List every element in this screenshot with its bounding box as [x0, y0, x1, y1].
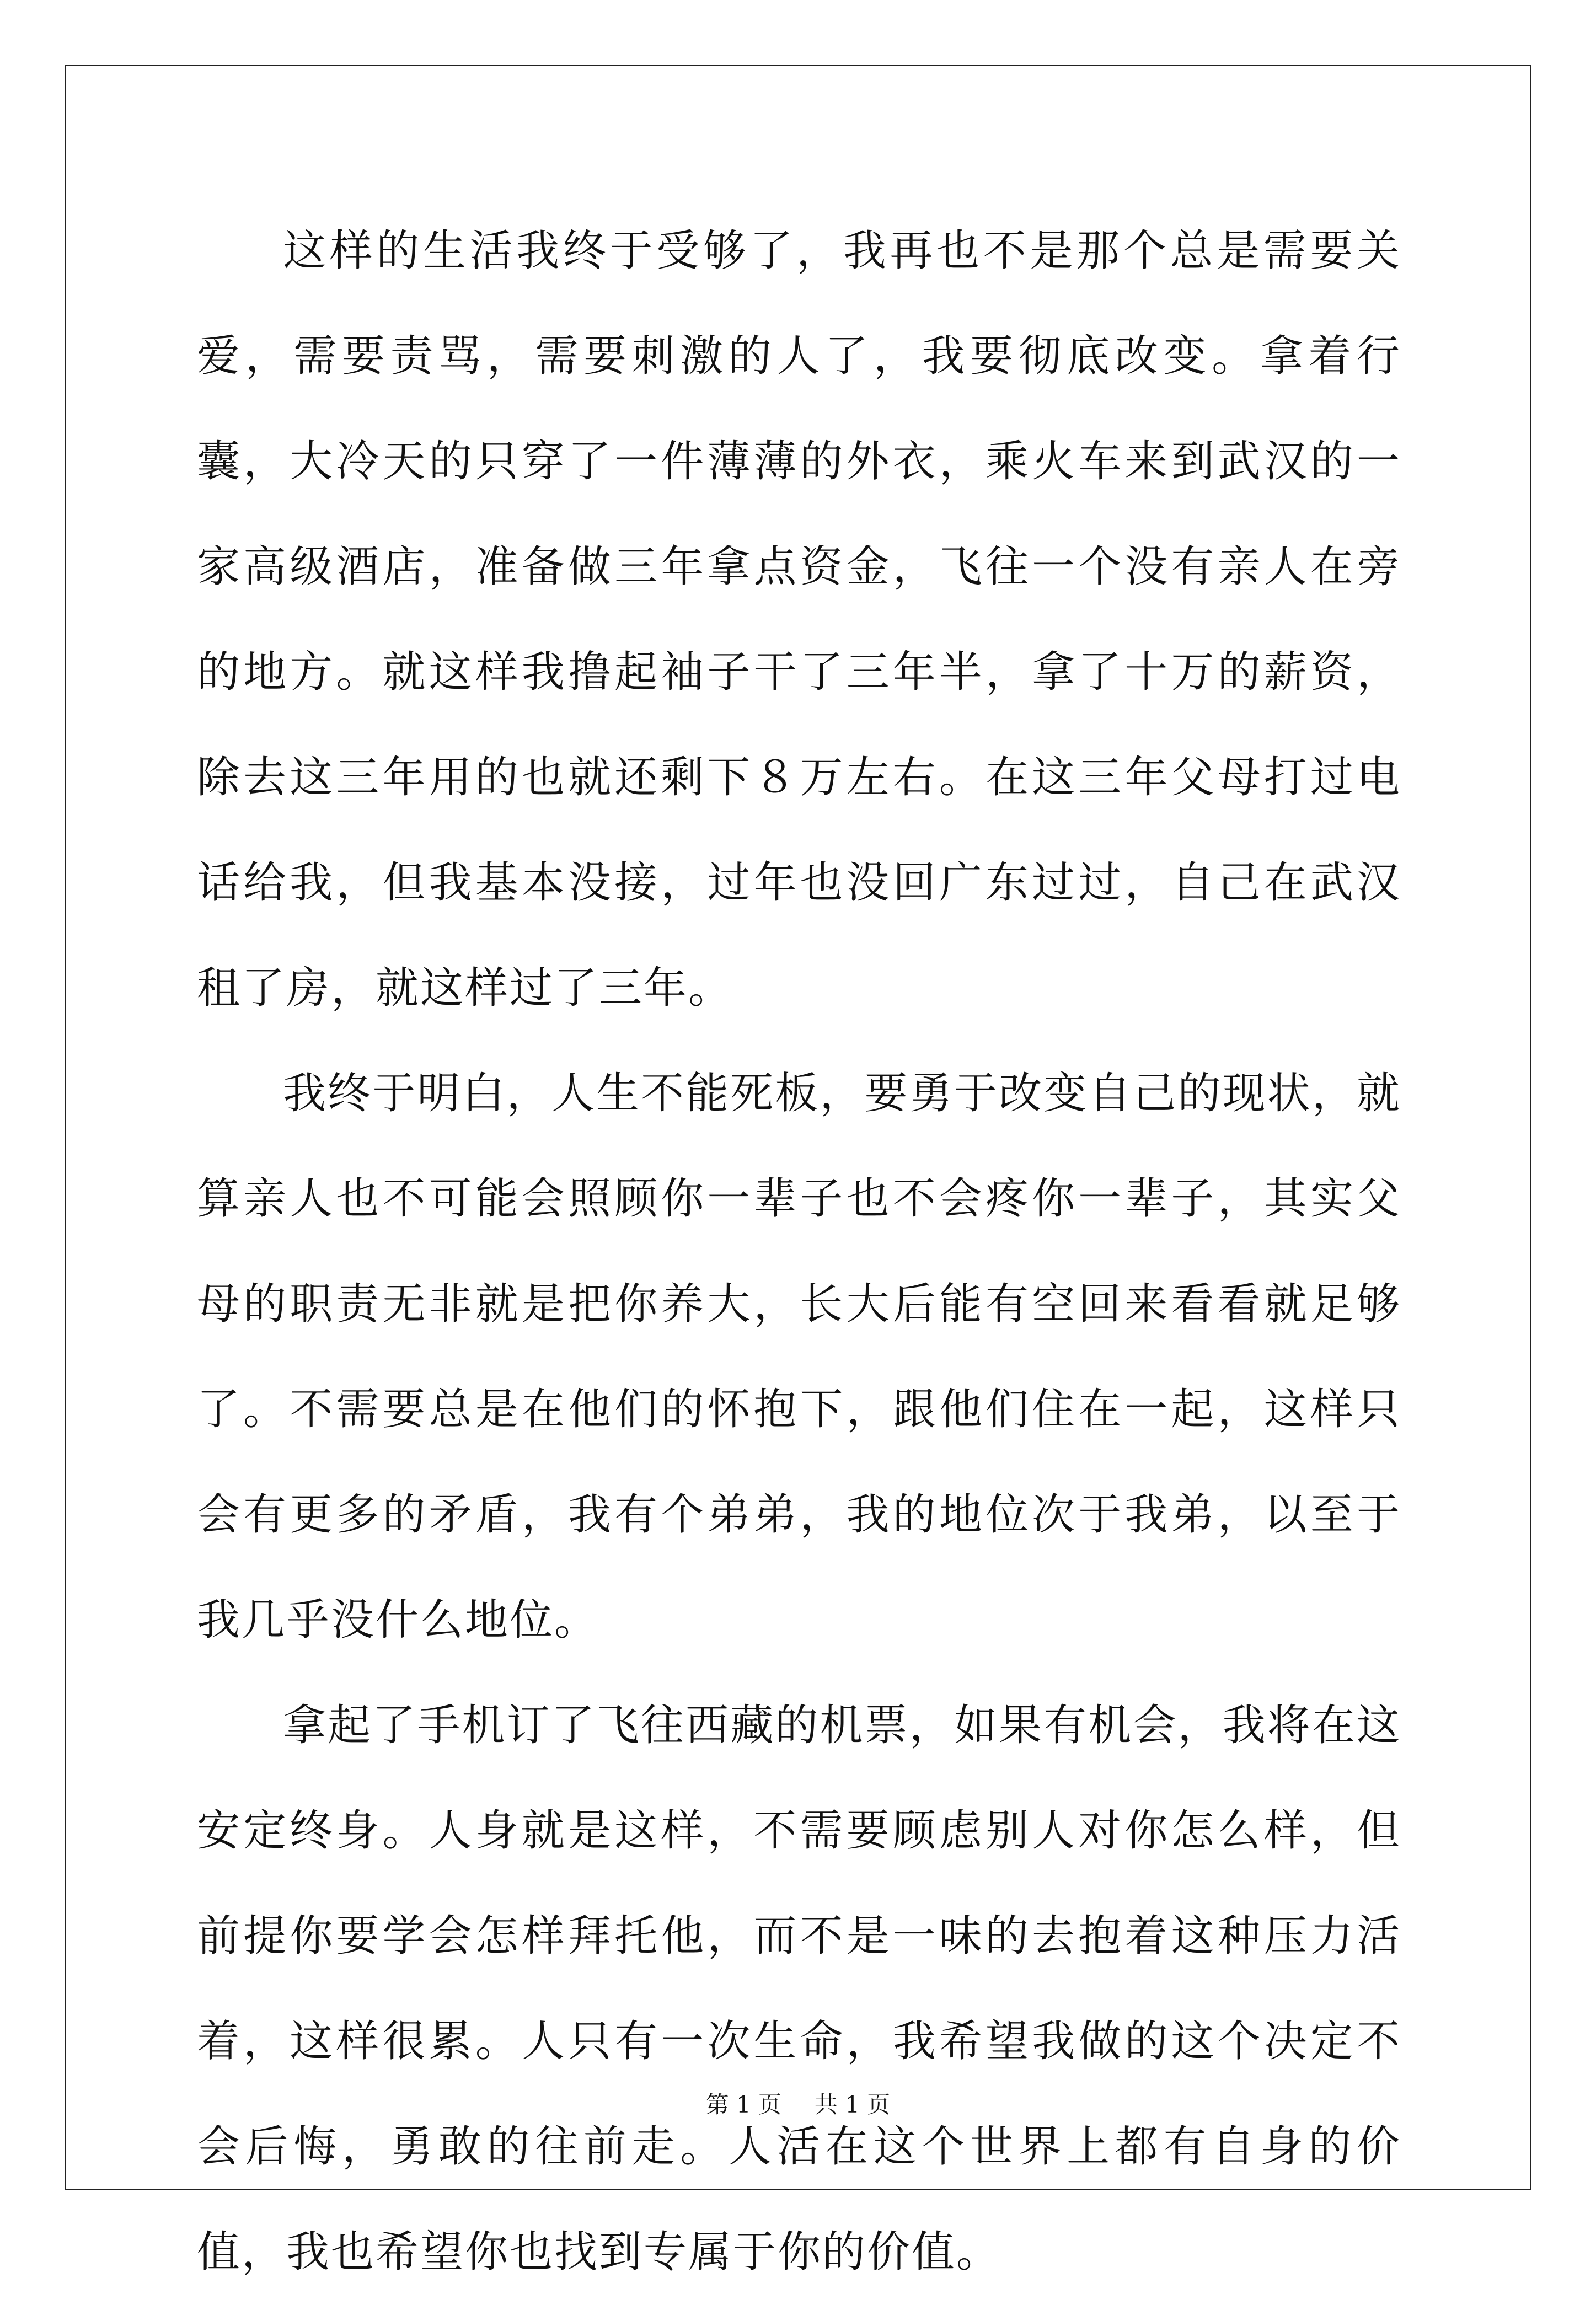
paragraph-1: 这样的生活我终于受够了，我再也不是那个总是需要关爱，需要责骂，需要刺激的人了，我要彻底改变。拿着行囊，大冷天的只穿了一件薄薄的外衣，乘火车来到武汉的一家高级酒店，准备做三年拿点资金，飞往一个没有亲人在旁的地方。就这样我撸起袖子干了三年半，拿了十万的薪资，除去这三年用的也就还剩下８万左右。在这三年父母打过电话给我，但我基本没接，过年也没回广东过过，自己在武汉租了房，就这样过了三年。 — [197, 226, 1401, 1013]
page-number-total: 共 1 页 — [815, 2091, 891, 2118]
paragraph-3: 拿起了手机订了飞往西藏的机票，如果有机会，我将在这安定终身。人身就是这样，不需要顾虑别人对你怎么样，但前提你要学会怎样拜托他，而不是一味的去抱着这种压力活着，这样很累。人只有一次生命，我希望我做的这个决定不会后悔，勇敢的往前走。人活在这个世界上都有自身的价值，我也希望你也找到专属于你的价值。 — [197, 1701, 1401, 2277]
paragraph-2: 我终于明白，人生不能死板，要勇于改变自己的现状，就算亲人也不可能会照顾你一辈子也不会疼你一辈子，其实父母的职责无非就是把你养大，长大后能有空回来看看就足够了。不需要总是在他们的怀抱下，跟他们住在一起，这样只会有更多的矛盾，我有个弟弟，我的地位次于我弟，以至于我几乎没什么地位。 — [197, 1069, 1401, 1645]
page-footer — [0, 2088, 1596, 2121]
document-body — [197, 199, 1401, 2305]
page-number-current: 第 1 页 — [705, 2091, 781, 2118]
